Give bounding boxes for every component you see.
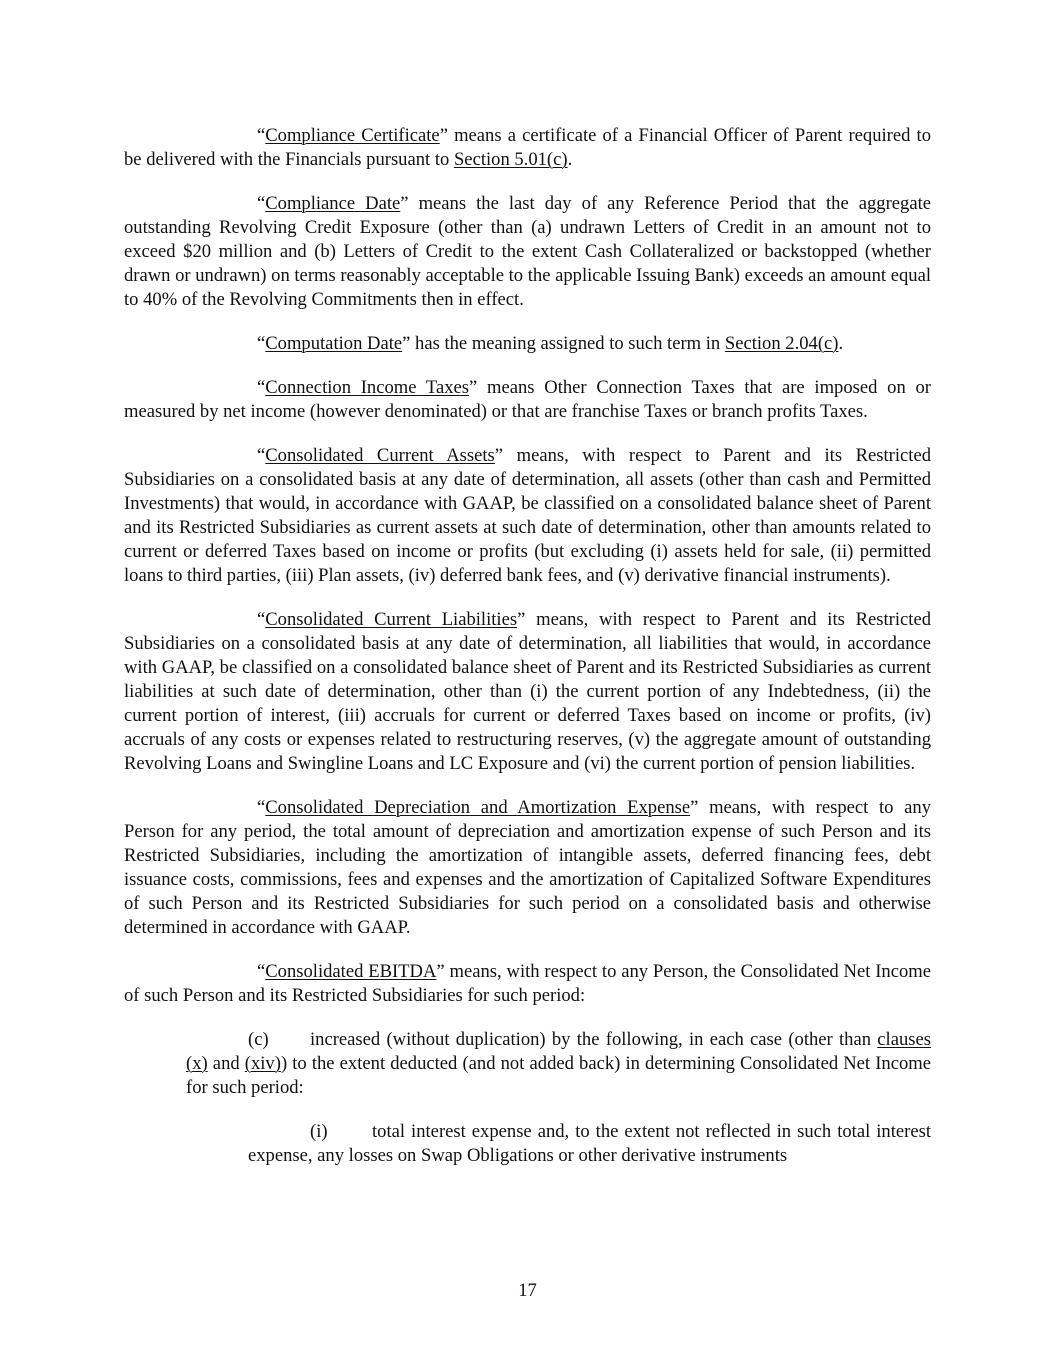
definition-consolidated-current-assets: “Consolidated Current Assets” means, with respect to Parent and its Restricted Subsidiaries on a consolidated basis at any date of determination, all assets (other than cash and Permitted Investments) that would, in accordance with GAAP, be classified on a consolidated balance sheet of Parent and its Restricted Subsidiaries as current assets at such date of determination, other than amounts related to current or deferred Taxes based on income or profits (but excluding (i) assets held for sale, (ii) permitted loans to third parties, (iii) Plan assets, (iv) deferred bank fees, and (v) derivative financial instruments). <box>124 445 931 586</box>
definition-text: means, with respect to Parent and its Restricted Subsidiaries on a consolidated basis at any date of determination, all assets (other than cash and Permitted Investments) that would, in accordance with GAAP, be classified on a consolidated balance sheet of Parent and its Restricted Subsidiaries as current assets at such date of determination, other than amounts related to current or deferred Taxes based on income or profits (but excluding (i) assets held for sale, (ii) permitted loans to third parties, (iii) Plan assets, (iv) deferred bank fees, and (v) derivative financial instruments). <box>124 445 931 586</box>
defined-term: Consolidated Depreciation and Amortization Expense <box>265 797 691 818</box>
defined-term: Consolidated Current Assets <box>265 445 495 466</box>
definition-text-end: . <box>838 333 844 354</box>
clause-c <box>186 1028 931 1100</box>
definition-compliance-date: “Compliance Date” means the last day of any Reference Period that the aggregate outstanding Revolving Credit Exposure (other than (a) undrawn Letters of Credit in an amount not to exceed $20 million and (b) Letters of Credit to the extent Cash Collateralized or backstopped (whether drawn or undrawn) on terms reasonably acceptable to the applicable Issuing Bank) exceeds an amount equal to 40% of the Revolving Commitments then in effect. <box>124 193 932 310</box>
defined-term: Consolidated Current Liabilities <box>265 609 518 630</box>
definition-text: means, with respect to any Person, the Consolidated Net Income of such Person and its Restricted Subsidiaries for such period: <box>124 961 931 1006</box>
defined-term: Connection Income Taxes <box>265 377 470 398</box>
defined-term: Consolidated EBITDA <box>265 961 437 982</box>
page-body <box>124 124 931 1168</box>
clause-text: increased (without duplication) by the following, in each case (other than <box>310 1029 878 1050</box>
definition-computation-date: “Computation Date” has the meaning assigned to such term in Section 2.04(c). <box>257 333 844 354</box>
clause-text: total interest expense and, to the extent not reflected in such total interest expense, any losses on Swap Obligations or other derivative instruments <box>248 1121 931 1166</box>
clause-text: and <box>207 1053 245 1074</box>
definition-text: has the meaning assigned to such term in <box>410 333 725 354</box>
definition-text: means, with respect to any Person for any period, the total amount of depreciation and amortization expense of such Person and its Restricted Subsidiaries, including the amortization of intangible assets, deferred financing fees, debt issuance costs, commissions, fees and expenses and the amortization of Capitalized Software Expenditures of such Person and its Restricted Subsidiaries for such period on a consolidated basis and otherwise determined in accordance with GAAP. <box>124 797 931 938</box>
definition-connection-income-taxes: “Connection Income Taxes” means Other Connection Taxes that are imposed on or measured by net income (however denominated) or that are franchise Taxes or branch profits Taxes. <box>124 377 932 422</box>
section-reference: Section 2.04(c) <box>724 333 839 354</box>
defined-term: Computation Date <box>265 333 403 354</box>
clause-reference: clauses (x) <box>186 1029 931 1074</box>
section-reference: Section 5.01(c) <box>453 149 568 170</box>
defined-term: Compliance Date <box>265 193 401 214</box>
definition-text-end: . <box>567 149 573 170</box>
clause-i <box>248 1120 931 1168</box>
defined-term: Compliance Certificate <box>265 125 440 146</box>
definition-consolidated-current-liabilities: “Consolidated Current Liabilities” means, with respect to Parent and its Restricted Subsidiaries on a consolidated basis at any date of determination, all liabilities that would, in accordance with GAAP, be classified on a consolidated balance sheet of Parent and its Restricted Subsidiaries as current liabilities at such date of determination, other than (i) the current portion of any Indebtedness, (ii) the current portion of interest, (iii) accruals for current or deferred Taxes based on income or profits, (iv) accruals of any costs or expenses related to restructuring reserves, (v) the aggregate amount of outstanding Revolving Loans and Swingline Loans and LC Exposure and (vi) the current portion of pension liabilities. <box>124 609 931 774</box>
page-number: 17 <box>518 1280 537 1301</box>
definition-text: means, with respect to Parent and its Restricted Subsidiaries on a consolidated basis at any date of determination, all liabilities that would, in accordance with GAAP, be classified on a consolidated balance sheet of Parent and its Restricted Subsidiaries as current liabilities at such date of determination, other than (i) the current portion of any Indebtedness, (ii) the current portion of interest, (iii) accruals for current or deferred Taxes based on income or profits, (iv) accruals of any costs or expenses related to restructuring reserves, (v) the aggregate amount of outstanding Revolving Loans and Swingline Loans and LC Exposure and (vi) the current portion of pension liabilities. <box>124 609 931 774</box>
definition-consolidated-da-expense: “Consolidated Depreciation and Amortization Expense” means, with respect to any Person for any period, the total amount of depreciation and amortization expense of such Person and its Restricted Subsidiaries, including the amortization of intangible assets, deferred financing fees, debt issuance costs, commissions, fees and expenses and the amortization of Capitalized Software Expenditures of such Person and its Restricted Subsidiaries for such period on a consolidated basis and otherwise determined in accordance with GAAP. <box>124 797 931 938</box>
clause-reference: (xiv) <box>244 1053 281 1074</box>
clause-label: (c) <box>248 1029 269 1050</box>
definition-consolidated-ebitda: “Consolidated EBITDA” means, with respect to any Person, the Consolidated Net Income of such Person and its Restricted Subsidiaries for such period: <box>124 961 931 1006</box>
definition-text: means the last day of any Reference Period that the aggregate outstanding Revolving Credit Exposure (other than (a) undrawn Letters of Credit in an amount not to exceed $20 million and (b) Letters of Credit to the extent Cash Collateralized or backstopped (whether drawn or undrawn) on terms reasonably acceptable to the applicable Issuing Bank) exceeds an amount equal to 40% of the Revolving Commitments then in effect. <box>124 193 932 310</box>
clause-label: (i) <box>310 1121 328 1142</box>
definition-text: means a certificate of a Financial Officer of Parent required to be delivered with the Financials pursuant to <box>124 125 931 170</box>
definition-compliance-certificate: “Compliance Certificate” means a certificate of a Financial Officer of Parent required to be delivered with the Financials pursuant to Section 5.01(c). <box>124 125 931 170</box>
clause-text: ) to the extent deducted (and not added back) in determining Consolidated Net Income for such period: <box>186 1053 931 1098</box>
definition-text: means Other Connection Taxes that are imposed on or measured by net income (however denominated) or that are franchise Taxes or branch profits Taxes. <box>124 377 932 422</box>
